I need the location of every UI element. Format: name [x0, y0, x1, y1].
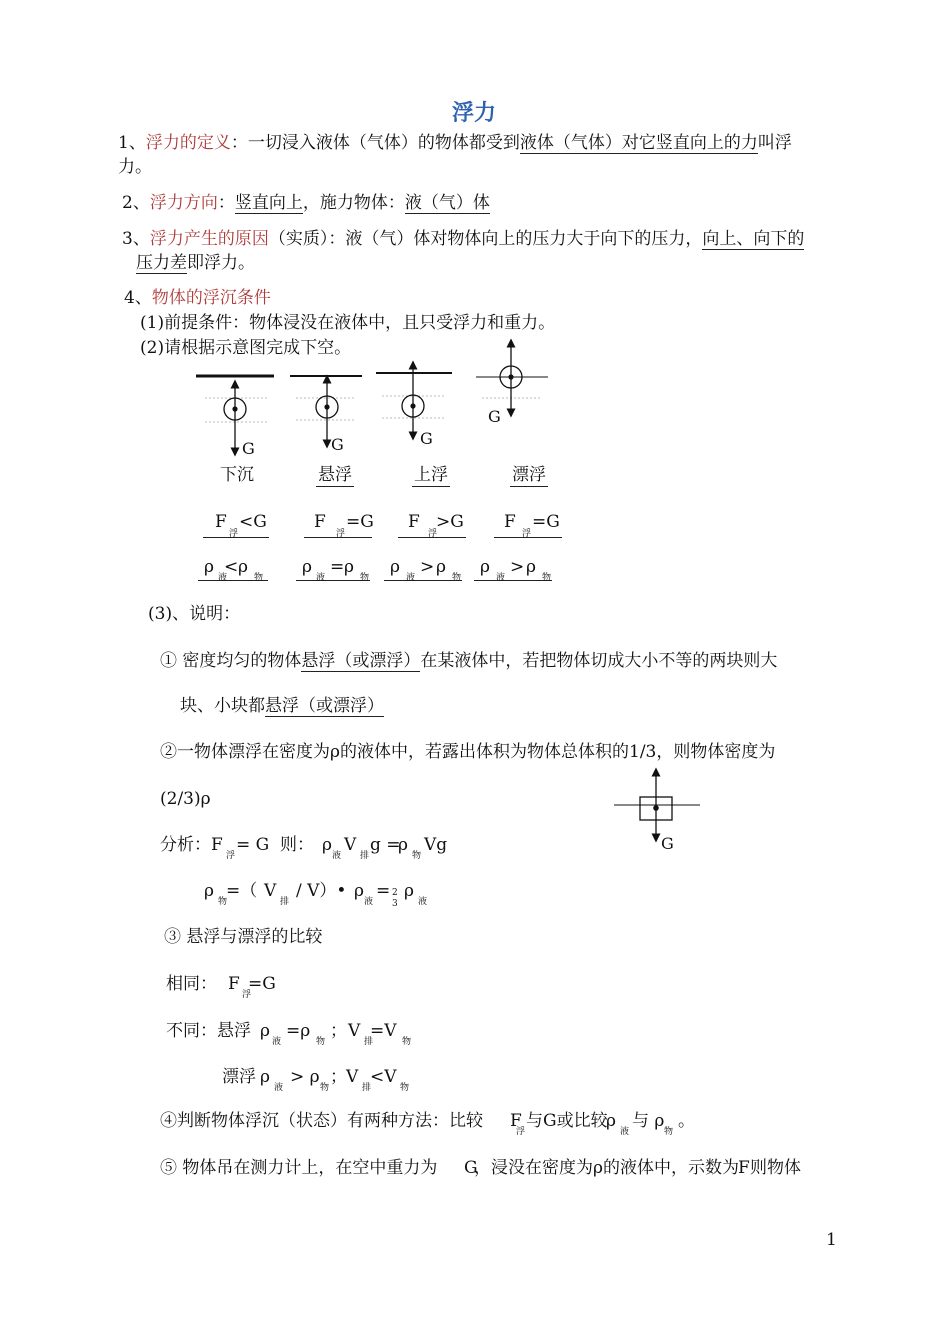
- f-relation-rising: F 浮 >G: [398, 511, 466, 538]
- section-2-text: ，施力物体：: [302, 193, 405, 213]
- f-relation-suspended: F 浮 =G: [304, 511, 372, 538]
- note-2-fraction: 1/3: [629, 742, 657, 762]
- page-title: 浮力: [452, 100, 497, 126]
- section-3-text-end: 即浮力。: [187, 253, 255, 273]
- rho-relation-suspended: ρ 液 = ρ 物: [296, 556, 370, 581]
- section-2-label: 浮力方向: [149, 193, 218, 213]
- page-number: 1: [826, 1230, 837, 1250]
- section-4-instruction: (2)请根据示意图完成下空。: [140, 338, 352, 358]
- note-1-blank: 悬浮（或漂浮）: [301, 651, 421, 671]
- section-4-premise: (1)前提条件：物体浸没在液体中，且只受浮力和重力。: [140, 313, 556, 333]
- analysis-line2: ρ 物 =（ V 排 / V）• ρ 液 = 2 3 ρ 液: [204, 881, 428, 909]
- note-3-heading: ③ 悬浮与漂浮的比较: [164, 927, 323, 947]
- rho-relation-sinking: ρ 液 < ρ 物: [198, 556, 268, 581]
- f-relation-floating: F 浮 =G: [494, 511, 562, 538]
- section-2-blank-source: 液（气）体: [404, 193, 490, 213]
- section-3-text: （实质）：液（气）体对物体向上的压力大于向下的压力，: [268, 229, 703, 249]
- analysis-line1: 分析：F 浮 = G 则： ρ 液 V 排 g = ρ 物 Vg: [160, 835, 448, 861]
- state-sinking: 下沉: [220, 465, 254, 485]
- note-3-diff-suspended: 不同：悬浮 ρ 液 =ρ 物 ； V 排 =V 物: [166, 1021, 412, 1047]
- section-1-text-end: 叫浮: [757, 133, 792, 153]
- rho-relation-rising: ρ 液 > ρ 物: [384, 556, 462, 581]
- section-1-label: 浮力的定义: [145, 133, 231, 153]
- section-3-blank2: 压力差: [136, 253, 187, 273]
- section-1-line2: 力。: [118, 157, 152, 177]
- section-3-blank1: 向上、向下的: [702, 229, 805, 249]
- state-floating: 漂浮: [512, 465, 546, 485]
- note-1-blank2: 悬浮（或漂浮）: [265, 696, 384, 716]
- section-1-colon: ：: [230, 133, 248, 153]
- rising-gravity-label: G: [420, 429, 433, 448]
- state-rising: 上浮: [414, 465, 448, 485]
- note-2-answer: (2/3)ρ: [160, 789, 211, 809]
- section-1-text: 一切浸入液体（气体）的物体都受到: [247, 133, 520, 153]
- state-suspended: 悬浮: [318, 465, 352, 485]
- section-2-number: 2、: [122, 193, 150, 213]
- note-4-line: ④判断物体浮沉（状态）有两种方法：比较 F 浮 与G或比较 ρ 液 与 ρ 物 。: [160, 1111, 695, 1137]
- section-4-label: 物体的浮沉条件: [151, 288, 271, 308]
- note-1-line2: 块、小块都悬浮（或漂浮）: [180, 696, 384, 716]
- floating-gravity-label: G: [488, 407, 501, 426]
- sinking-gravity-label: G: [242, 439, 255, 458]
- section-2-colon: ：: [217, 193, 235, 213]
- rho-relation-floating: ρ 液 > ρ 物: [474, 556, 552, 581]
- note-3-same: 相同： F 浮 =G: [166, 974, 276, 1000]
- section-2-blank-direction: 竖直向上: [234, 193, 303, 213]
- section-3-number: 3、: [122, 229, 150, 249]
- section-4-number: 4、: [124, 288, 152, 308]
- note-1-line1: ① 密度均匀的物体悬浮（或漂浮）在某液体中，若把物体切成大小不等的两块则大: [160, 651, 778, 671]
- note-2-line1: ②一物体漂浮在密度为ρ的液体中，若露出体积为物体总体积的1/3，则物体密度为: [160, 742, 776, 762]
- f-relation-sinking: F 浮 <G: [203, 511, 269, 538]
- suspended-gravity-label: G: [331, 435, 344, 454]
- note-3-diff-floating: 漂浮 ρ 液 > ρ 物 ； V 排 <V 物: [222, 1067, 410, 1093]
- box-gravity-label: G: [661, 834, 674, 853]
- notes-heading: (3)、说明：: [148, 604, 241, 624]
- note-5-line: ⑤ 物体吊在测力计上，在空中重力为 G ，浸没在密度为ρ的液体中，示数为 F 则物体: [160, 1158, 801, 1178]
- section-1-blank: 液体（气体）对它竖直向上的力: [519, 133, 758, 153]
- section-3-label: 浮力产生的原因: [149, 229, 269, 249]
- section-1-number: 1、: [118, 133, 146, 153]
